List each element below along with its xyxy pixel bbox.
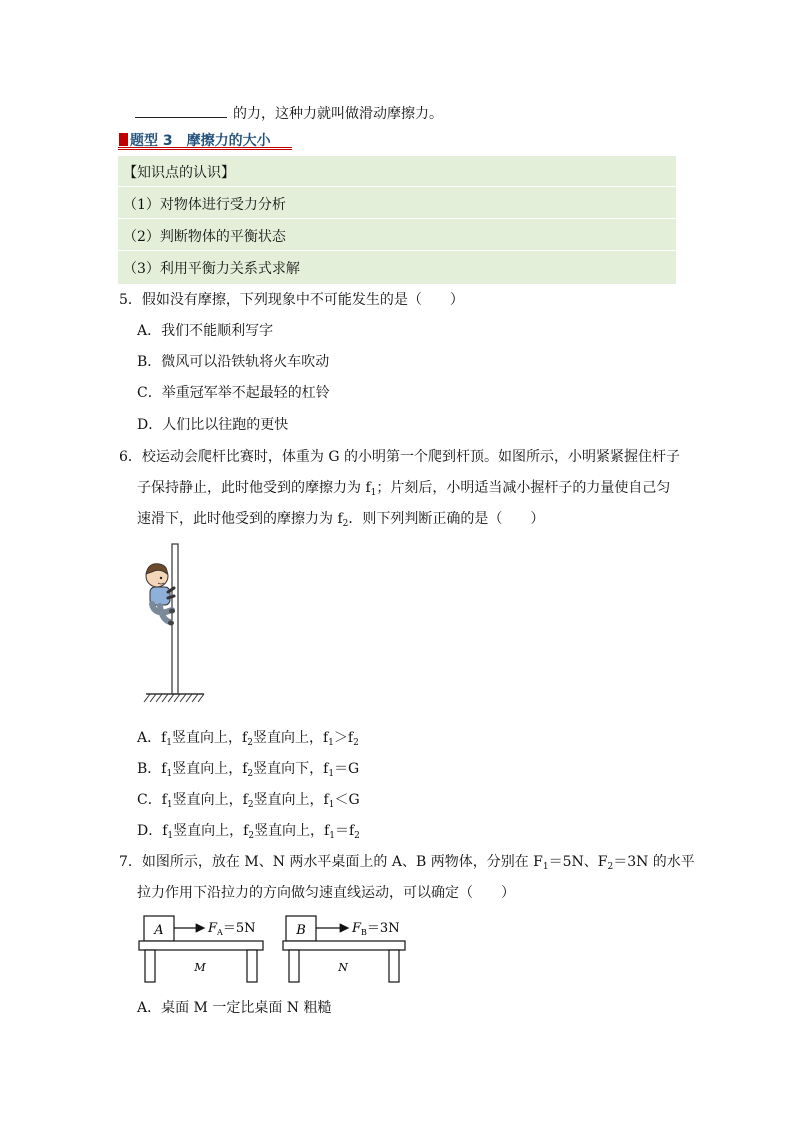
section-underline — [118, 147, 292, 150]
answer-blank[interactable] — [135, 103, 227, 118]
table-m-label: M — [194, 961, 206, 974]
q6-option-c[interactable]: C．$f_1$竖直向上，$f_2$竖直向上，$f_1<G$ — [137, 792, 360, 810]
table-m — [139, 916, 263, 982]
knowledge-header-row: 【知识点的认识】 — [118, 156, 676, 187]
q5-option-a[interactable]: A．我们不能顺利写字 — [137, 323, 274, 339]
pole — [172, 544, 178, 694]
q6-option-b[interactable]: B．$f_1$竖直向上，$f_2$竖直向下，$f_1=G$ — [137, 761, 360, 779]
block-b-label: B — [296, 923, 306, 938]
knowledge-item: （1）对物体进行受力分析 — [118, 188, 676, 219]
q7-option-a[interactable]: A．桌面 M 一定比桌面 N 粗糙 — [137, 1000, 332, 1016]
q7-stem-line2: 拉力作用下沿拉力的方向做匀速直线运动，可以确定（ ） — [137, 885, 515, 901]
knowledge-item: （3）利用平衡力关系式求解 — [123, 261, 300, 277]
pole-climbing-figure — [140, 540, 210, 706]
q6-stem-line1: 6．校运动会爬杆比赛时，体重为 G 的小明第一个爬到杆顶。如图所示，小明紧紧握住杆子 — [119, 449, 680, 465]
q5-option-b[interactable]: B．微风可以沿铁轨将火车吹动 — [137, 354, 330, 370]
force-b-label: $F_B=3N$ — [352, 921, 400, 937]
q6-stem-line3: 速滑下，此时他受到的摩擦力为 $f_2$．则下列判断正确的是（ ） — [137, 511, 545, 529]
q7-tables-figure — [138, 910, 410, 986]
q5-option-c[interactable]: C．举重冠军举不起最轻的杠铃 — [137, 385, 330, 401]
table-n-label: N — [338, 961, 348, 974]
table-n — [283, 916, 405, 982]
q6-option-a[interactable]: A．$f_1$竖直向上，$f_2$竖直向上，$f_1>f_2$ — [137, 730, 359, 748]
section-heading: 题型 3 摩擦力的大小 — [119, 130, 271, 150]
block-a-label: A — [154, 923, 164, 938]
force-a-label: $F_A=5N$ — [208, 921, 256, 937]
q5-option-d[interactable]: D．人们比以往跑的更快 — [137, 417, 289, 433]
section-marker-icon — [119, 133, 128, 146]
continuation-line: 的力，这种力就叫做滑动摩擦力。 — [135, 103, 443, 124]
ground-hatching — [144, 694, 204, 702]
knowledge-item: （2）判断物体的平衡状态 — [118, 220, 676, 251]
q7-stem-line1: 7．如图所示，放在 M、N 两水平桌面上的 A、B 两物体，分别在 $F_1=5N$、$F_2=3N$ 的水平 — [119, 854, 695, 872]
knowledge-box — [118, 156, 676, 284]
q6-stem-line2: 子保持静止，此时他受到的摩擦力为 $f_1$；片刻后，小明适当减小握杆子的力量使自己匀 — [137, 480, 671, 498]
boy-climber-icon — [146, 564, 175, 626]
q6-option-d[interactable]: D．$f_1$竖直向上，$f_2$竖直向上，$f_1=f_2$ — [137, 823, 360, 841]
q5-stem: 5．假如没有摩擦，下列现象中不可能发生的是（ ） — [119, 292, 464, 308]
